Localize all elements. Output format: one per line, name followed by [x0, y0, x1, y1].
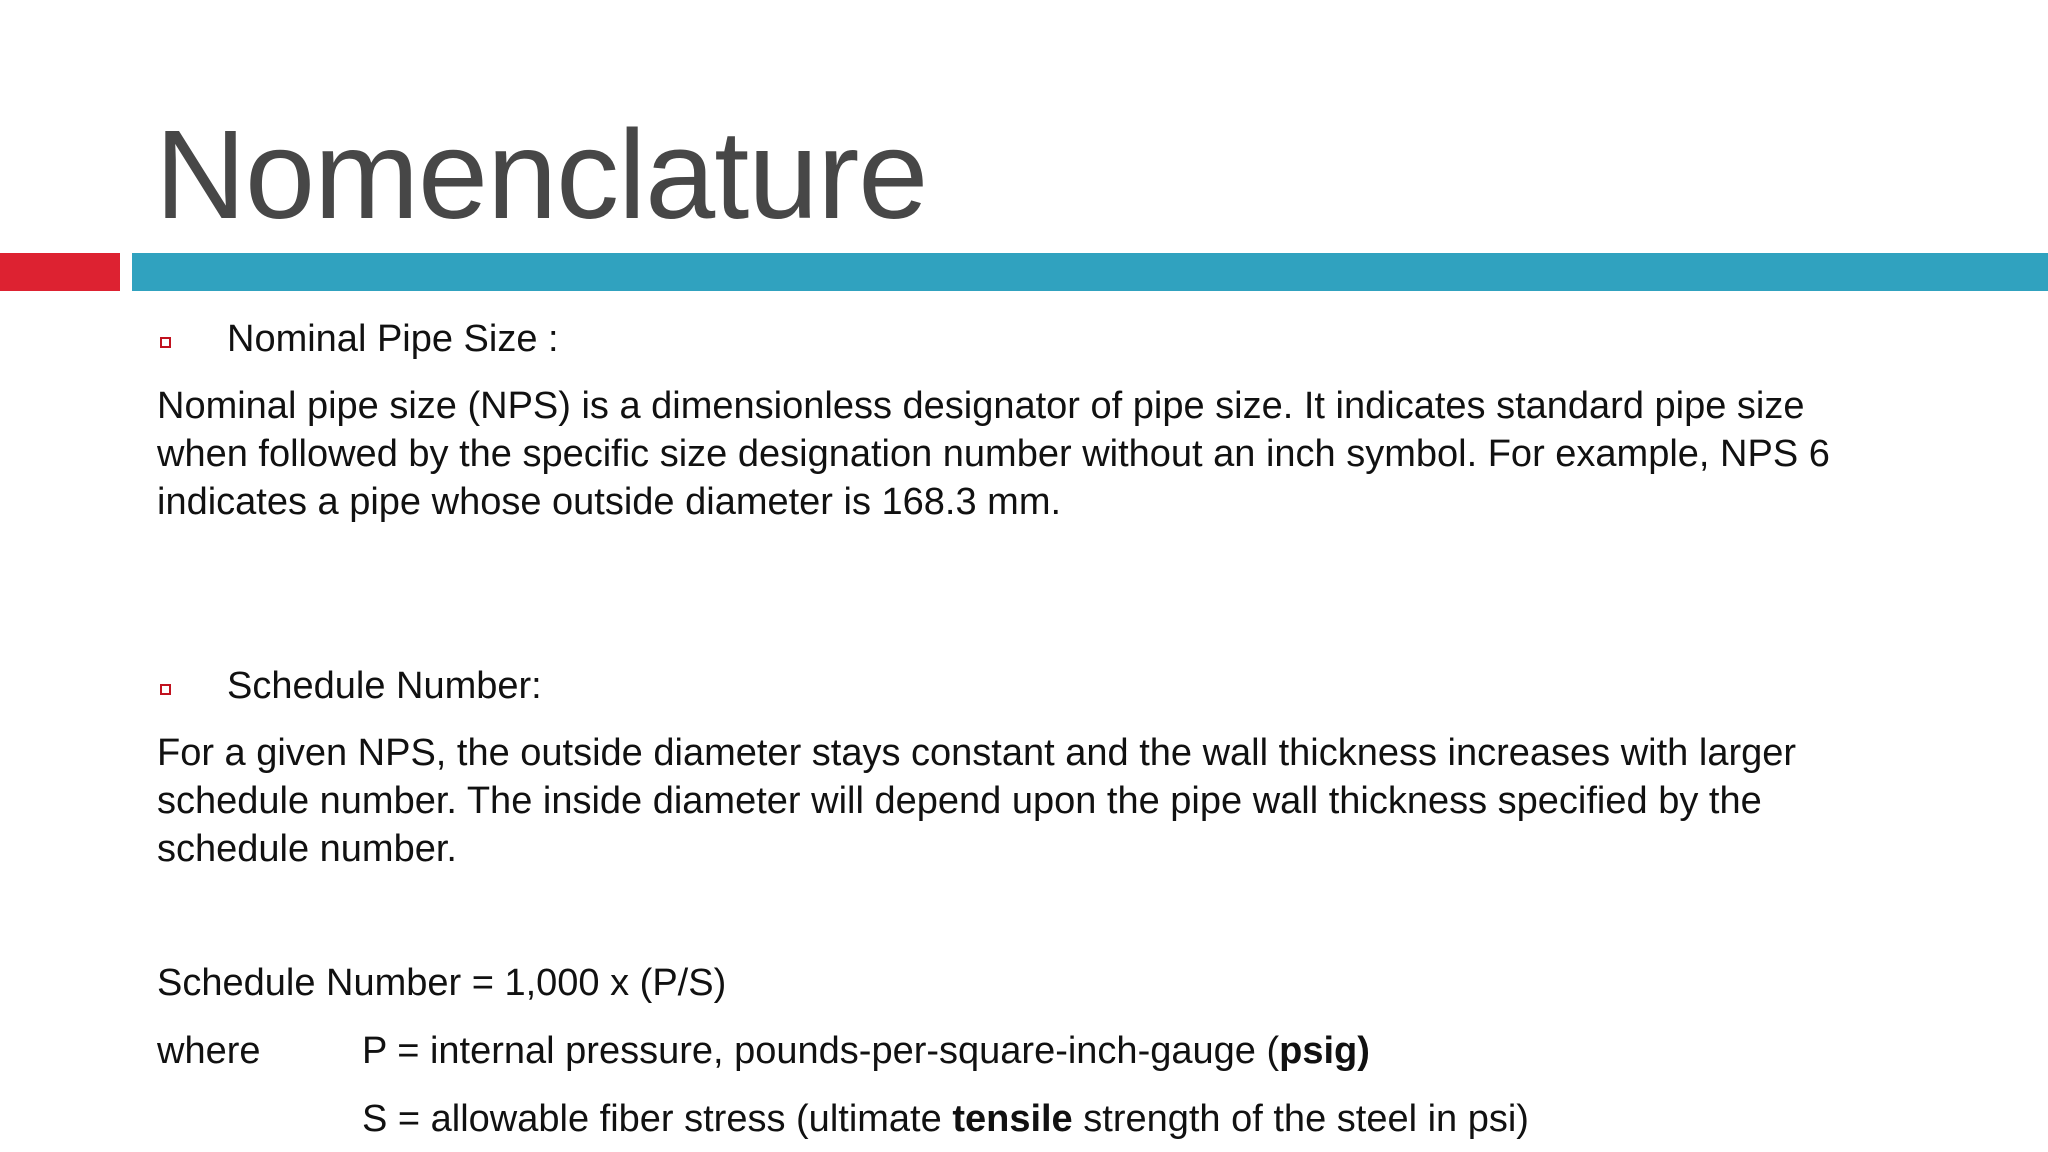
paragraph-schedule-number	[157, 729, 1796, 873]
bullet-nominal-pipe-size	[160, 314, 559, 364]
definition-text: P = internal pressure, pounds-per-square-inch-gauge (	[362, 1030, 1280, 1072]
paragraph-line: schedule number. The inside diameter will depend upon the pipe wall thickness specified by the	[157, 780, 1762, 822]
title-accent-bar-red	[0, 253, 120, 291]
schedule-number-formula: Schedule Number = 1,000 x (P/S)	[157, 962, 727, 1004]
paragraph-line: For a given NPS, the outside diameter stays constant and the wall thickness increases with larger	[157, 732, 1797, 774]
section-heading: Nominal Pipe Size :	[227, 318, 559, 360]
paragraph-nominal-pipe-size	[157, 382, 1830, 526]
definition-text: strength of the steel in psi)	[1072, 1098, 1529, 1140]
paragraph-line: Nominal pipe size (NPS) is a dimensionless designator of pipe size. It indicates standard pipe size	[157, 385, 1805, 427]
definition-bold-term: psig)	[1279, 1030, 1370, 1072]
title-accent-bar-teal	[132, 253, 2048, 291]
definition-s	[362, 1094, 1529, 1144]
paragraph-line: schedule number.	[157, 828, 457, 870]
where-label: where	[157, 1030, 261, 1072]
bullet-schedule-number	[160, 661, 542, 711]
paragraph-line: when followed by the specific size designation number without an inch symbol. For example, NPS 6	[157, 433, 1830, 475]
definition-bold-term: tensile	[952, 1098, 1073, 1140]
square-bullet-icon	[160, 684, 171, 695]
square-bullet-icon	[160, 337, 171, 348]
definition-text: S = allowable fiber stress (ultimate	[362, 1098, 953, 1140]
slide-title: Nomenclature	[155, 104, 928, 245]
section-heading: Schedule Number:	[227, 665, 542, 707]
paragraph-line: indicates a pipe whose outside diameter is 168.3 mm.	[157, 481, 1062, 523]
definition-p	[362, 1026, 1370, 1076]
